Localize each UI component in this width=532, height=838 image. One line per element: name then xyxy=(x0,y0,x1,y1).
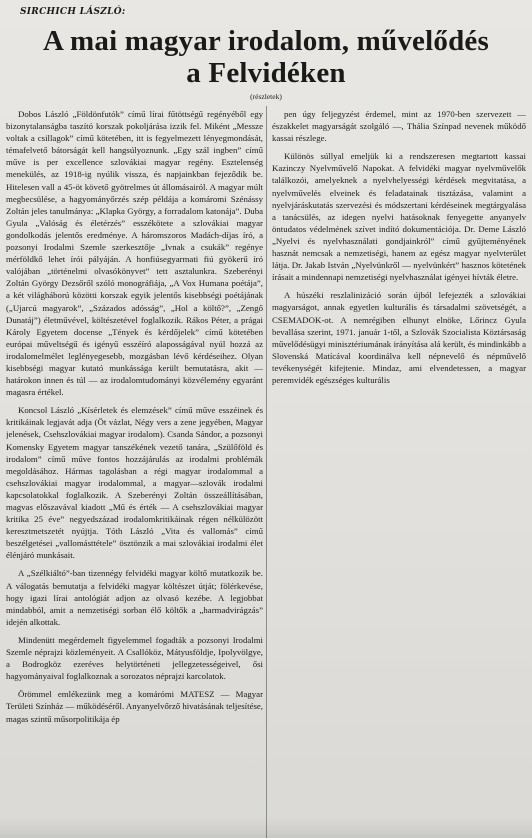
right-column xyxy=(272,108,526,470)
paragraph: pen úgy feljegyzést érdemel, mint az 1970-ben szervezett — északkelet magyarságát szolgáló —, Thália Színpad nevenek működő kassai részlege. xyxy=(272,109,526,144)
paragraph: A „Szélkiáltó”-ban tizennégy felvidéki magyar költő mutatkozik be. A válogatás bemutatja a felvidéki magyar költészet útját; fölérkevése, hogy igazi lírai antológiát adjon az olvasó kezébe. A legjobbat mindabból, amit a nemzetiségi sorban élő költők a „harmadvirágzás” idején alkottak. xyxy=(6,568,263,627)
article-subtitle: (részletek) xyxy=(250,92,282,101)
page-shadow xyxy=(0,818,532,838)
paragraph: Örömmel emlékezünk meg a komárómi MATESZ — Magyar Területi Színház — működéséről. Anyanyelvőrző hivatásának teljesítése, magas szintű műsorpolitikája ép xyxy=(6,689,263,724)
paragraph: Dobos László „Földönfutók” című lírai fűtöttségű regényéből egy bizonytalanságba taszító korszak pokoljárása izzik fel. Miként „Messze voltak a csillagok” című kötetében, itt is fegyelmezett lényegmondását, témafelvető bátorságát kell hangsúlyoznunk. „Egy szál ingben” című műve is per excellence szlovákiai magyar regény. Esztelenség menekülés, az 1918-ig nyúlik vissza, és napjainkban fejeződik be. Hitelesen vall a 45-öt követő gyötrelmes út állomásairól. A magyar múlt megbecsülése, a hagyományőrzés szép példája a komáromi Szénássy Zoltán jeles tanulmánya: „Klapka György, a forradalom katonája”. Duba Gyula „Valóság és életérzés” esszékötete a szlovákiai magyar gondolkodás jelentős eredménye. A háromszoros Madách-díjas író, a pozsonyi Irodalmi Szemle szerkesztője „Ivnak a csukák” regénye mérföldkő lehet írói pályáján. A honfiúsegyarmati fiú gyökerű író valójában „történelmi olvasókönyvet” tett asztalunkra. Szeberényi Zoltán György Dezsőről szóló monográfiája, „A Vox Humana poétája”, a két világháború közötti korszak egyik jelentős kisebbségi poétájának („Ujarcú magyarok”, „Százados adósság”, „Hol a költő?”, „Zengő Dunatáj”) életművével, költészetével foglalkozik. Rákos Péter, a prágai Károly Egyetem docense „Tények és kérdőjelek” című kötetében európai műveltségű és igényű esszéíró alaposságával nyúl hozzá az irodalomelmélet leglényegesebb, mozgásban lévő kérdéseihez. Olyan kisebbségi magyar kutató munkássága került bemutatásra, akit — határokon innen és túl — az irodalomtudományi közvélemény egyaránt magasra értékel. xyxy=(6,109,263,398)
paragraph: Különös súllyal emeljük ki a rendszeresen megtartott kassai Kazinczy Nyelvművelő Napokat. A felvidéki magyar nyelvművelők találkozói, amelyeknek a nyelvhelyességi kérdések megvitatása, a nyelvművelés elveinek és feladatainak tisztázása, valamint a nyelvjáráskutatás szervezési és módszertani kérdéseinek megtárgyalása a tanácsülés, az idegen nyelvi hatásoknak fenyegette anyanyelv öntudatos védelmének szívet indító dokumentációja. Dr. Deme László „Nyelvi és nyelvhasználati gondjainkról” című gyűjteményének hasznát nemcsak a nemzetiségi, hanem az egész magyar nyelvterület látja. Dr. Jakab István „Nyelvünkről — nyelvünkért” hasznos kötetének írásait a mindennapi nemzetiségi nyelvhasználat igényei hívták életre. xyxy=(272,151,526,283)
article-title-line-2: a Felvidéken xyxy=(186,57,346,89)
column-divider xyxy=(266,106,267,838)
paragraph: Mindenütt megérdemelt figyelemmel fogadták a pozsonyi Irodalmi Szemle néprajzi közleményeit. A Csallóköz, Mátyusföldje, Ipolyvölgye, a Bodrogköz ezeréves helytörténeti jellegzetességeivel, ősi hagyományaival foglalkoznak a sorozatos néprajzi karcolatok. xyxy=(6,634,263,682)
left-column xyxy=(6,108,263,836)
paragraph: Koncsol László „Kísérletek és elemzések” című műve esszéinek és kritikáinak legjavát adja (Öt vázlat, Négy vers a zene jegyében, Magyar jelenések, Csehszlovákiai magyar irodalom). Csanda Sándor, a pozsonyi Komensky Egyetem magyar tanszékének vezető tanára, „Szülőföld és irodalom” című műve fontos hozzájárulás az irodalmi problémák megoldásához. Hármas tagolásban a régi magyar irodalommal a csehszlovákiai magyar irodalommal, a magyar—szlovák irodalmi kapcsolatokkal foglalkozik. A Szeberényi Zoltán összeállításában, magvas előszavával kiadott „Mű és érték — A csehszlovákiai magyar kritika 25 éve” negyedszázad irodalomkritikáinak régen nélkülözött keresztmetszetét nyújtja. Tóth László „Vita és vallomás” című beszélgetései „vallomásttétele” ösztönzik a mai szlovákiai irodalmi élet élénjáró munkásait. xyxy=(6,405,263,561)
author-byline: SIRCHICH LÁSZLÓ: xyxy=(20,7,126,17)
paragraph: A húszéki reszlalinizáció során újból lefejezték a szlovákiai magyarságot, annak egyetlen kulturális és társadalmi szövetségét, a CSEMADOK-ot. A nemrégiben elhunyt elnöke, Lőrincz Gyula bevallása szerint, 1971. január 1-től, a Szlovák Szocialista Köztársaság művelődésügyi minisztériumának irányítása alá került, és mindinkább a Slovenská Matícával koordinálva kell népnevelő és népművelő tevékenységét kifejtenie. Mindaz, ami elvendetessen, a magyar peremvidék egészséges kulturális xyxy=(272,290,526,385)
article-title-line-1: A mai magyar irodalom, művelődés xyxy=(43,25,489,57)
